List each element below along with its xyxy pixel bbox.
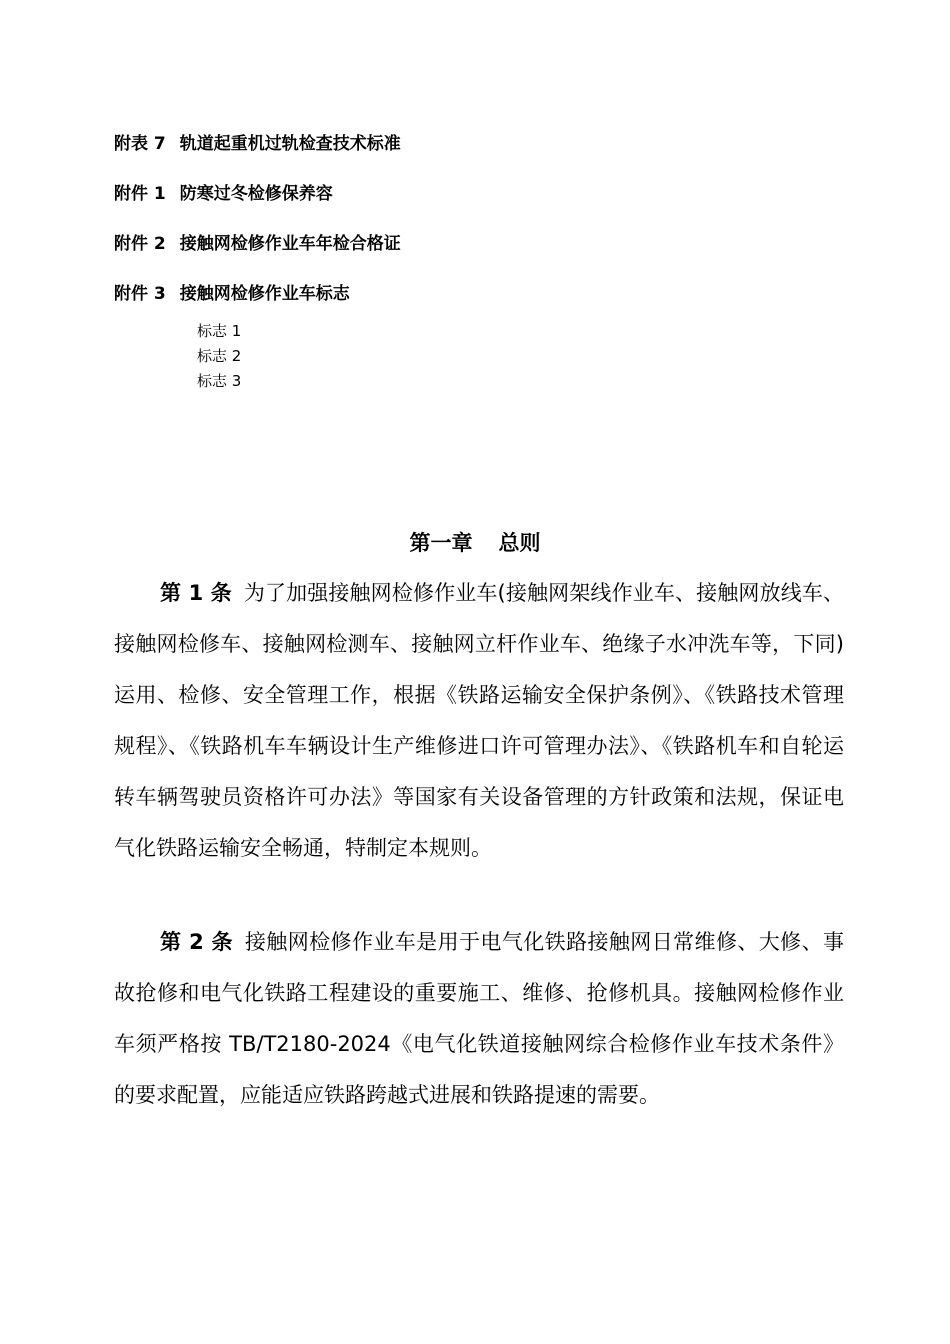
toc-entry-number: 附件 1 — [114, 184, 166, 204]
toc-entry-title: 防寒过冬检修保养容 — [179, 184, 333, 204]
toc-entry-number: 附件 3 — [114, 284, 166, 304]
chapter-heading — [0, 528, 950, 558]
toc-entry-attachment-2 — [114, 233, 401, 255]
article-number: 第 1 条 — [160, 581, 232, 605]
article-1 — [114, 568, 844, 874]
toc-entry-attachment-1 — [114, 183, 333, 205]
toc-entry-attachment-3 — [114, 283, 350, 305]
chapter-number: 第一章 — [409, 531, 473, 555]
toc-entry-title: 接触网检修作业车标志 — [179, 284, 350, 304]
toc-sub-item-mark-1: 标志 1 — [197, 322, 242, 340]
toc-entry-number: 附件 2 — [114, 234, 166, 254]
toc-entry-appendix-table-7 — [114, 133, 401, 155]
toc-sub-item-mark-2: 标志 2 — [197, 347, 242, 365]
toc-entry-title: 接触网检修作业车年检合格证 — [179, 234, 401, 254]
chapter-title: 总则 — [498, 531, 541, 555]
toc-sub-item-mark-3: 标志 3 — [197, 372, 242, 390]
toc-entry-number: 附表 7 — [114, 134, 166, 154]
article-2 — [114, 917, 844, 1121]
article-text: 接触网检修作业车是用于电气化铁路接触网日常维修、大修、事故抢修和电气化铁路工程建设的重要施工、维修、抢修机具。接触网检修作业车须严格按 TB/T2180-2024《电气化铁道接触网综合检修作业车技术条件》的要求配置，应能适应铁路跨越式进展和铁路提速的需要。 — [114, 930, 845, 1107]
toc-entry-title: 轨道起重机过轨检查技术标准 — [179, 134, 401, 154]
article-number: 第 2 条 — [160, 930, 233, 954]
article-text: 为了加强接触网检修作业车(接触网架线作业车、接触网放线车、接触网检修车、接触网检测车、接触网立杆作业车、绝缘子水冲洗车等，下同)运用、检修、安全管理工作，根据《铁路运输安全保护条例》、《铁路技术管理规程》、《铁路机车车辆设计生产维修进口许可管理办法》、《铁路机车和自轮运转车辆驾驶员资格许可办法》等国家有关设备管理的方针政策和法规，保证电气化铁路运输安全畅通，特制定本规则。 — [114, 581, 844, 860]
